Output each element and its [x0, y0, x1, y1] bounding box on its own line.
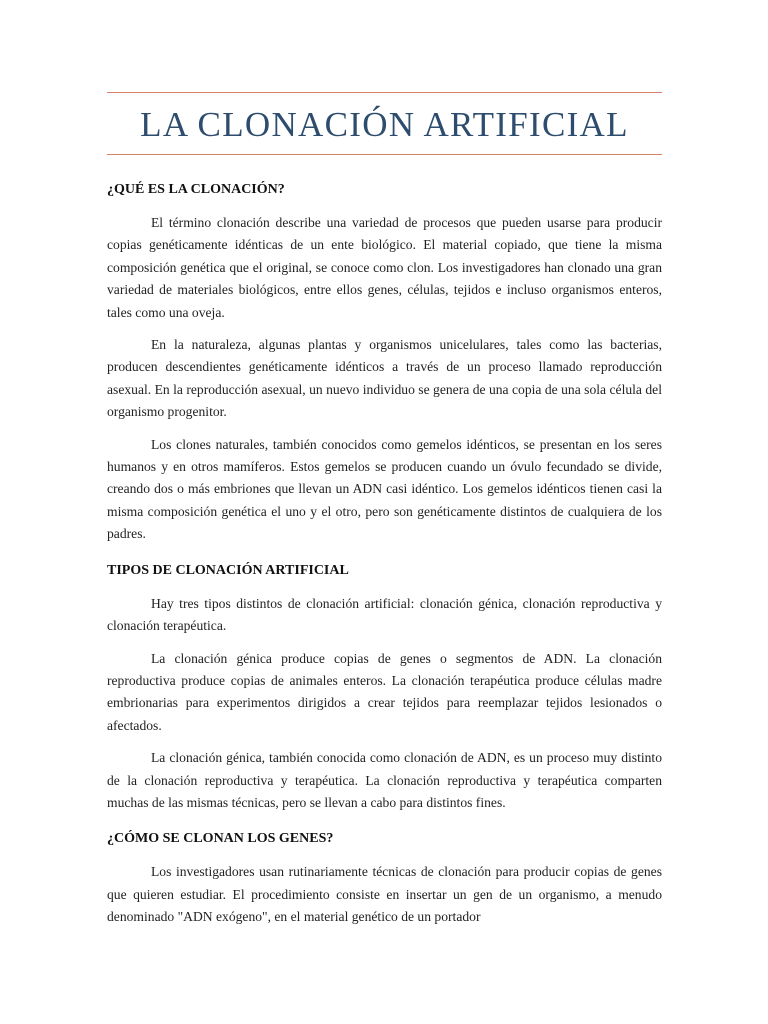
section-what-is-cloning: [107, 179, 662, 546]
paragraph: Los clones naturales, también conocidos como gemelos idénticos, se presentan en los seres humanos y en otros mamíferos. Estos gemelos se producen cuando un óvulo fecundado se divide, creando dos o más embriones que llevan un ADN casi idéntico. Los gemelos idénticos tienen casi la misma composición genética el uno y el otro, pero son genéticamente distintos de cualquiera de los padres.: [107, 436, 662, 542]
paragraph: Hay tres tipos distintos de clonación artificial: clonación génica, clonación reproductiva y clonación terapéutica.: [107, 595, 662, 634]
paragraph: La clonación génica produce copias de genes o segmentos de ADN. La clonación reproductiva produce copias de animales enteros. La clonación terapéutica produce células madre embrionarias para experimentos dirigidos a crear tejidos para reemplazar tejidos lesionados o afectados.: [107, 650, 662, 733]
paragraph: La clonación génica, también conocida como clonación de ADN, es un proceso muy distinto de la clonación reproductiva y terapéutica. La clonación reproductiva y terapéutica comparten muchas de las mismas técnicas, pero se llevan a cabo para distintos fines.: [107, 750, 662, 810]
document-page: [107, 0, 662, 929]
paragraph: En la naturaleza, algunas plantas y organismos unicelulares, tales como las bacterias, producen descendientes genéticamente idénticos a través de un proceso llamado reproducción asexual. En la reproducción asexual, un nuevo individuo se genera de una copia de una sola célula del organismo progenitor.: [107, 337, 662, 420]
section-types-of-cloning: [107, 560, 662, 815]
document-title: LA CLONACIÓN ARTIFICIAL: [140, 105, 629, 144]
section-heading: TIPOS DE CLONACIÓN ARTIFICIAL: [107, 562, 349, 578]
title-bottom-rule: [107, 154, 662, 155]
section-heading: ¿CÓMO SE CLONAN LOS GENES?: [107, 831, 334, 847]
section-heading: ¿QUÉ ES LA CLONACIÓN?: [107, 182, 285, 197]
section-how-genes-are-cloned: [107, 828, 662, 928]
paragraph: El término clonación describe una variedad de procesos que pueden usarse para producir copias genéticamente idénticas de un ente biológico. El material copiado, que tiene la misma composición genética que el original, se conoce como clon. Los investigadores han clonado una gran variedad de materiales biológicos, entre ellos genes, células, tejidos e incluso organismos enteros, tales como una oveja.: [107, 215, 662, 320]
paragraph: Los investigadores usan rutinariamente técnicas de clonación para producir copias de genes que quieren estudiar. El procedimiento consiste en insertar un gen de un organismo, a menudo denominado "ADN exógeno", en el material genético de un portador: [107, 864, 662, 925]
